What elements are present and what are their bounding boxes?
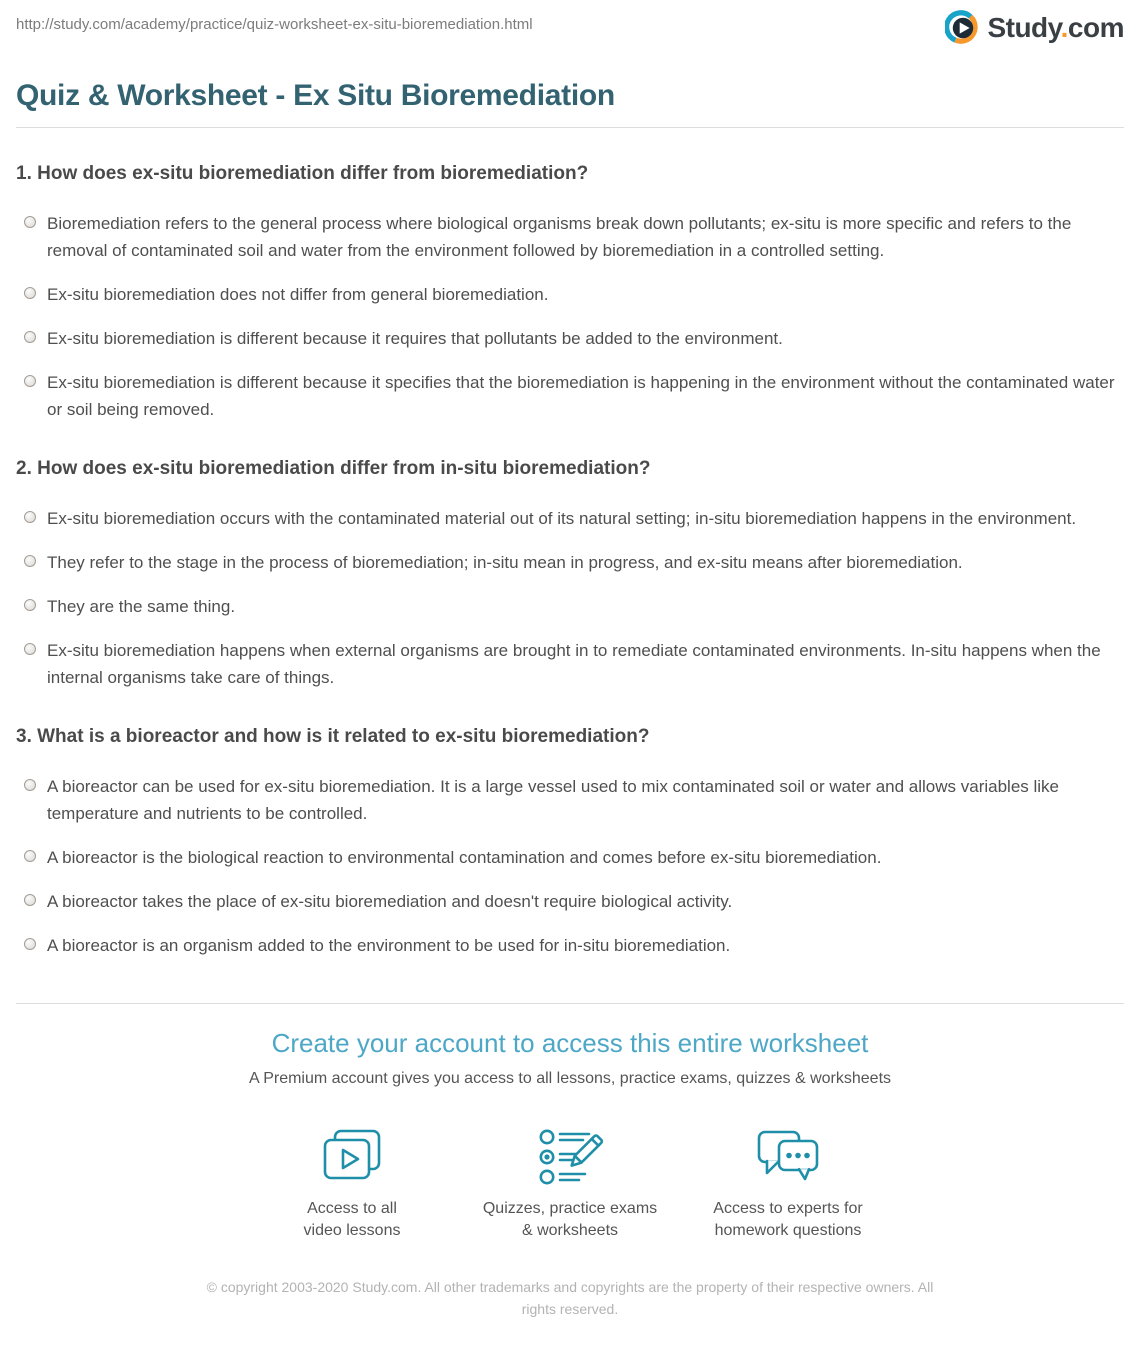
option-text: Ex-situ bioremediation is different because it specifies that the bioremediation is happening in the environment without the contaminated water or soil being removed. <box>47 373 1115 419</box>
question-3-options <box>24 773 1124 959</box>
page-title: Quiz & Worksheet - Ex Situ Bioremediation <box>16 79 615 112</box>
feature-quizzes-worksheets <box>461 1126 679 1241</box>
question-1 <box>16 163 1124 423</box>
option-text: A bioreactor is an organism added to the environment to be used for in-situ bioremediation. <box>47 936 731 955</box>
option-text: Ex-situ bioremediation happens when external organisms are brought in to remediate contaminated environments. In-situ happens when the internal organisms take care of things. <box>47 641 1101 687</box>
question-2-options <box>24 505 1124 691</box>
radio-button[interactable] <box>24 287 36 299</box>
quiz-body <box>16 163 1124 959</box>
question-title: 1. How does ex-situ bioremediation differ from bioremediation? <box>16 163 589 184</box>
feature-expert-help <box>679 1126 897 1241</box>
feature-caption: Quizzes, practice exams & worksheets <box>482 1200 658 1239</box>
page-url: http://study.com/academy/practice/quiz-worksheet-ex-situ-bioremediation.html <box>16 16 533 33</box>
radio-button[interactable] <box>24 894 36 906</box>
option-text: A bioreactor can be used for ex-situ bioremediation. It is a large vessel used to mix contaminated soil or water and allows variables like temperature and nutrients to be controlled. <box>47 777 1060 823</box>
radio-button[interactable] <box>24 643 36 655</box>
option-text: Ex-situ bioremediation is different because it requires that pollutants be added to the environment. <box>47 329 783 348</box>
question-title: 3. What is a bioreactor and how is it related to ex-situ bioremediation? <box>16 726 650 747</box>
question-2 <box>16 458 1124 691</box>
option-text: They are the same thing. <box>47 597 236 616</box>
radio-button[interactable] <box>24 779 36 791</box>
radio-button[interactable] <box>24 555 36 567</box>
feature-video-lessons <box>243 1126 461 1241</box>
account-cta <box>16 1028 1124 1241</box>
answer-option[interactable] <box>24 549 1124 576</box>
studycom-logo[interactable] <box>945 10 1124 46</box>
copyright-text: © copyright 2003-2020 Study.com. All other trademarks and copyrights are the property of their respective owners. All rights reserved. <box>206 1279 934 1317</box>
option-text: A bioreactor is the biological reaction to environmental contamination and comes before ex-situ bioremediation. <box>47 848 882 867</box>
answer-option[interactable] <box>24 325 1124 352</box>
answer-option[interactable] <box>24 932 1124 959</box>
title-divider <box>16 127 1124 128</box>
question-3 <box>16 726 1124 959</box>
answer-option[interactable] <box>24 369 1124 423</box>
option-text: Bioremediation refers to the general process where biological organisms break down pollutants; ex-situ is more specific and refers to the removal of contaminated soil and water from the environment followed by bioremediation in a controlled setting. <box>47 214 1072 260</box>
features-row <box>16 1126 1124 1241</box>
answer-option[interactable] <box>24 505 1124 532</box>
radio-button[interactable] <box>24 331 36 343</box>
option-text: They refer to the stage in the process of bioremediation; in-situ mean in progress, and ex-situ means after bioremediation. <box>47 553 963 572</box>
answer-option[interactable] <box>24 281 1124 308</box>
quiz-worksheet-icon <box>532 1126 608 1188</box>
option-text: A bioreactor takes the place of ex-situ bioremediation and doesn't require biological activity. <box>47 892 733 911</box>
answer-option[interactable] <box>24 773 1124 827</box>
radio-button[interactable] <box>24 599 36 611</box>
answer-option[interactable] <box>24 637 1124 691</box>
answer-option[interactable] <box>24 593 1124 620</box>
feature-caption: Access to all video lessons <box>303 1200 401 1239</box>
studycom-logo-icon <box>945 10 981 46</box>
cta-subheading: A Premium account gives you access to all lessons, practice exams, quizzes & worksheets <box>248 1070 892 1087</box>
video-lessons-icon <box>314 1126 390 1188</box>
answer-option[interactable] <box>24 210 1124 264</box>
question-title: 2. How does ex-situ bioremediation differ from in-situ bioremediation? <box>16 458 651 479</box>
radio-button[interactable] <box>24 375 36 387</box>
radio-button[interactable] <box>24 511 36 523</box>
answer-option[interactable] <box>24 844 1124 871</box>
feature-caption: Access to experts for homework questions <box>713 1200 863 1239</box>
page-header <box>16 0 1124 46</box>
option-text: Ex-situ bioremediation occurs with the contaminated material out of its natural setting; in-situ bioremediation happens in the environment. <box>47 509 1077 528</box>
cta-heading[interactable]: Create your account to access this entire worksheet <box>271 1028 869 1058</box>
radio-button[interactable] <box>24 850 36 862</box>
studycom-logo-text: Study.com <box>987 12 1124 43</box>
option-text: Ex-situ bioremediation does not differ from general bioremediation. <box>47 285 549 304</box>
radio-button[interactable] <box>24 938 36 950</box>
radio-button[interactable] <box>24 216 36 228</box>
question-1-options <box>24 210 1124 423</box>
page-footer <box>16 1277 1124 1346</box>
answer-option[interactable] <box>24 888 1124 915</box>
expert-chat-icon <box>750 1126 826 1188</box>
section-divider <box>16 1003 1124 1004</box>
